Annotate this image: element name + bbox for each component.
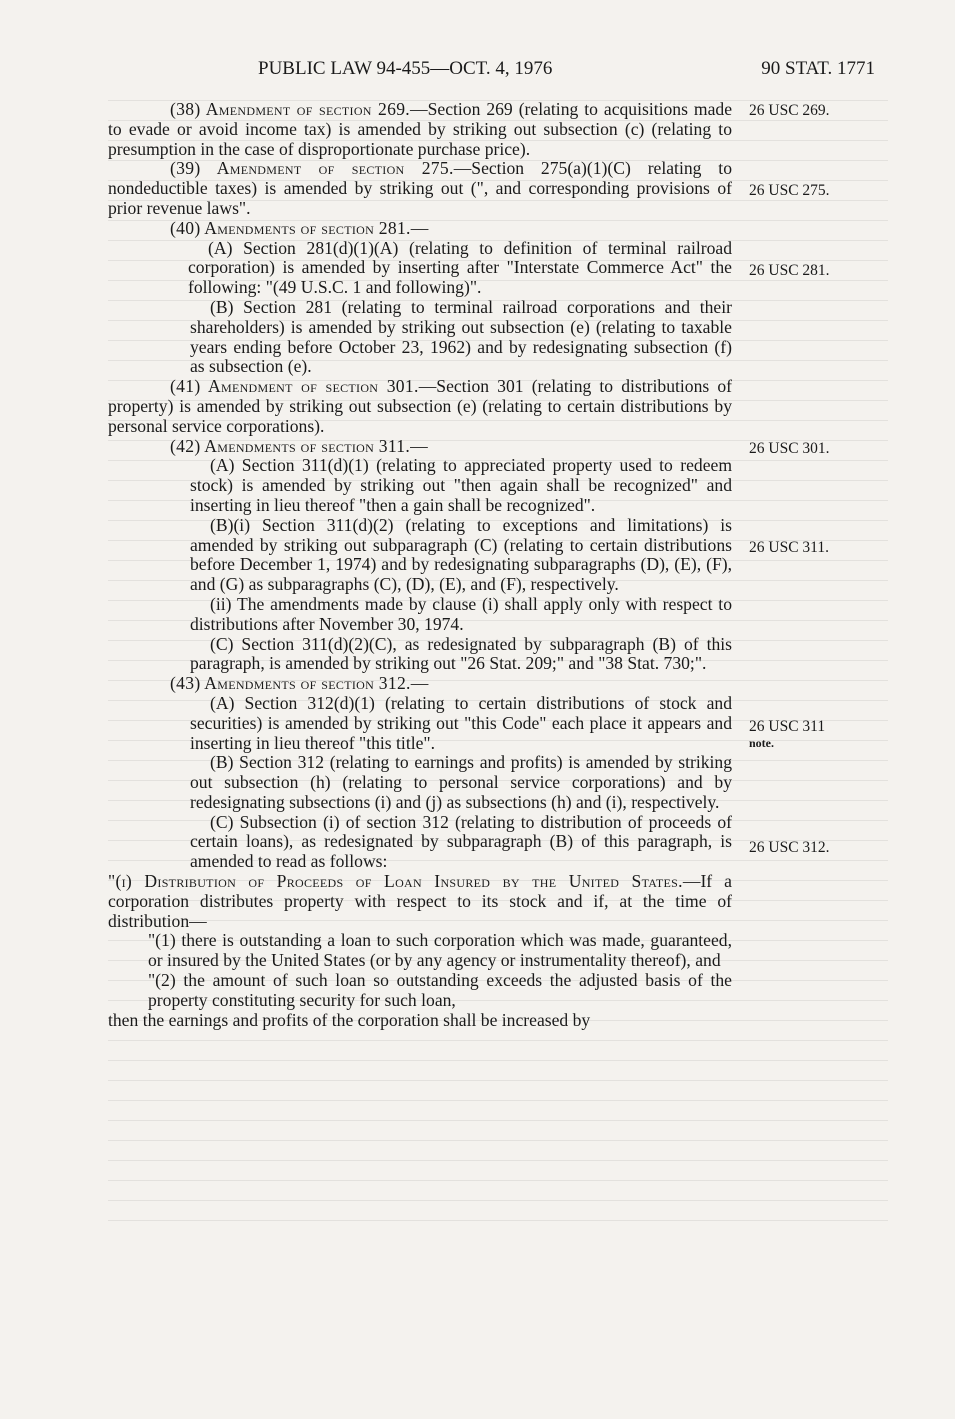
paragraph-42-heading: (42) Amendments of section 311.— bbox=[170, 435, 428, 456]
paragraph-40-heading: (40) Amendments of section 281.— bbox=[170, 217, 429, 238]
margin-note-269: 26 USC 269. bbox=[749, 102, 830, 119]
paragraph-43-A: (A) Section 312(d)(1) (relating to certain distributions of stock and securities) is amended by striking out "this Code" each place it appears and inserting in lieu thereof "this title". bbox=[190, 692, 732, 753]
quoted-subsection-i bbox=[108, 872, 732, 931]
paragraph-41 bbox=[108, 377, 732, 436]
paragraph-41-text: —Section 301 (relating to distributions of property) is amended by striking out subsection (e) (relating to certain distributions by personal service corporations). bbox=[108, 376, 732, 436]
margin-note-275: 26 USC 275. bbox=[749, 182, 830, 199]
paragraph-41-heading: (41) Amendment of section 301. bbox=[170, 376, 419, 397]
header-stat-citation: 90 STAT. 1771 bbox=[761, 58, 875, 79]
paragraph-43-heading: (43) Amendments of section 312.— bbox=[170, 673, 429, 694]
margin-note-311: 26 USC 311. bbox=[749, 539, 829, 556]
quoted-continuation: then the earnings and profits of the corporation shall be increased by bbox=[108, 1009, 591, 1030]
margin-note-311-note-label: note. bbox=[749, 736, 774, 750]
margin-note-311-note bbox=[749, 718, 869, 752]
margin-note-312: 26 USC 312. bbox=[749, 839, 830, 856]
margin-note-311-note-cite: 26 USC 311 bbox=[749, 718, 826, 735]
quoted-clause-1: "(1) there is outstanding a loan to such corporation which was made, guaranteed, or insured by the United States (or by any agency or instrumentality thereof), and bbox=[148, 930, 732, 971]
paragraph-38 bbox=[108, 100, 732, 159]
quoted-clause-2: "(2) the amount of such loan so outstanding exceeds the adjusted basis of the property constituting security for such loan, bbox=[148, 970, 732, 1010]
paragraph-43-C: (C) Subsection (i) of section 312 (relating to distribution of proceeds of certain loans), as redesignated by subparagraph (B) of this paragraph, is amended to read as follows: bbox=[190, 811, 732, 872]
paragraph-38-text: —Section 269 (relating to acquisitions made to evade or avoid income tax) is amended by striking out subsection (c) (relating to presumption in the case of disproportionate purchase price). bbox=[108, 99, 732, 159]
margin-note-301: 26 USC 301. bbox=[749, 440, 830, 457]
header-title: PUBLIC LAW 94-455—OCT. 4, 1976 bbox=[258, 58, 553, 79]
page-header bbox=[258, 58, 875, 84]
quoted-subsection-heading: "(i) Distribution of Proceeds of Loan Insured by the United States. bbox=[108, 871, 683, 892]
quoted-subsection-text: —If a corporation distributes property with respect to its stock and if, at the time of distribution— bbox=[108, 871, 732, 931]
paragraph-39 bbox=[108, 159, 732, 218]
paragraph-39-heading: (39) Amendment of section 275. bbox=[170, 158, 454, 179]
paragraph-40-A: (A) Section 281(d)(1)(A) (relating to definition of terminal railroad corporation) is amended by inserting after "Interstate Commerce Act" the following: "(49 U.S.C. 1 and following)". bbox=[188, 237, 732, 298]
paragraph-38-heading: (38) Amendment of section 269. bbox=[170, 99, 411, 119]
paragraph-43-B: (B) Section 312 (relating to earnings and profits) is amended by striking out subsection (h) (relating to personal service corporations) and by redesignating subsections (i) and (j) as subsections (h) and (i), respectively. bbox=[190, 752, 732, 812]
paragraph-42-A: (A) Section 311(d)(1) (relating to appreciated property used to redeem stock) is amended by striking out "then again shall be recognized" and inserting in lieu thereof "then a gain shall be recognized". bbox=[190, 455, 732, 515]
paragraph-40-B: (B) Section 281 (relating to terminal railroad corporations and their shareholders) is amended by striking out subsection (e) (relating to taxable years ending before October 23, 1962) and by redesignating subsection (f) as subsection (e). bbox=[190, 296, 732, 377]
paragraph-39-text: —Section 275(a)(1)(C) relating to nondeductible taxes) is amended by striking out (", and corresponding provisions of prior revenue laws". bbox=[108, 158, 732, 218]
document-body bbox=[108, 100, 732, 1030]
paragraph-42-B-ii: (ii) The amendments made by clause (i) shall apply only with respect to distributions after November 30, 1974. bbox=[190, 593, 732, 634]
paragraph-42-B-i: (B)(i) Section 311(d)(2) (relating to exceptions and limitations) is amended by striking out subparagraph (C) (relating to certain distributions before December 1, 1974) and by redesignating subparagraphs (D), (E), (F), and (G) as subparagraphs (C), (D), (E), and (F), respectively. bbox=[190, 514, 732, 595]
paragraph-42-C: (C) Section 311(d)(2)(C), as redesignated by subparagraph (B) of this paragraph, is amended by striking out "26 Stat. 209;" and "38 Stat. 730;". bbox=[190, 633, 732, 674]
margin-note-281: 26 USC 281. bbox=[749, 262, 830, 279]
